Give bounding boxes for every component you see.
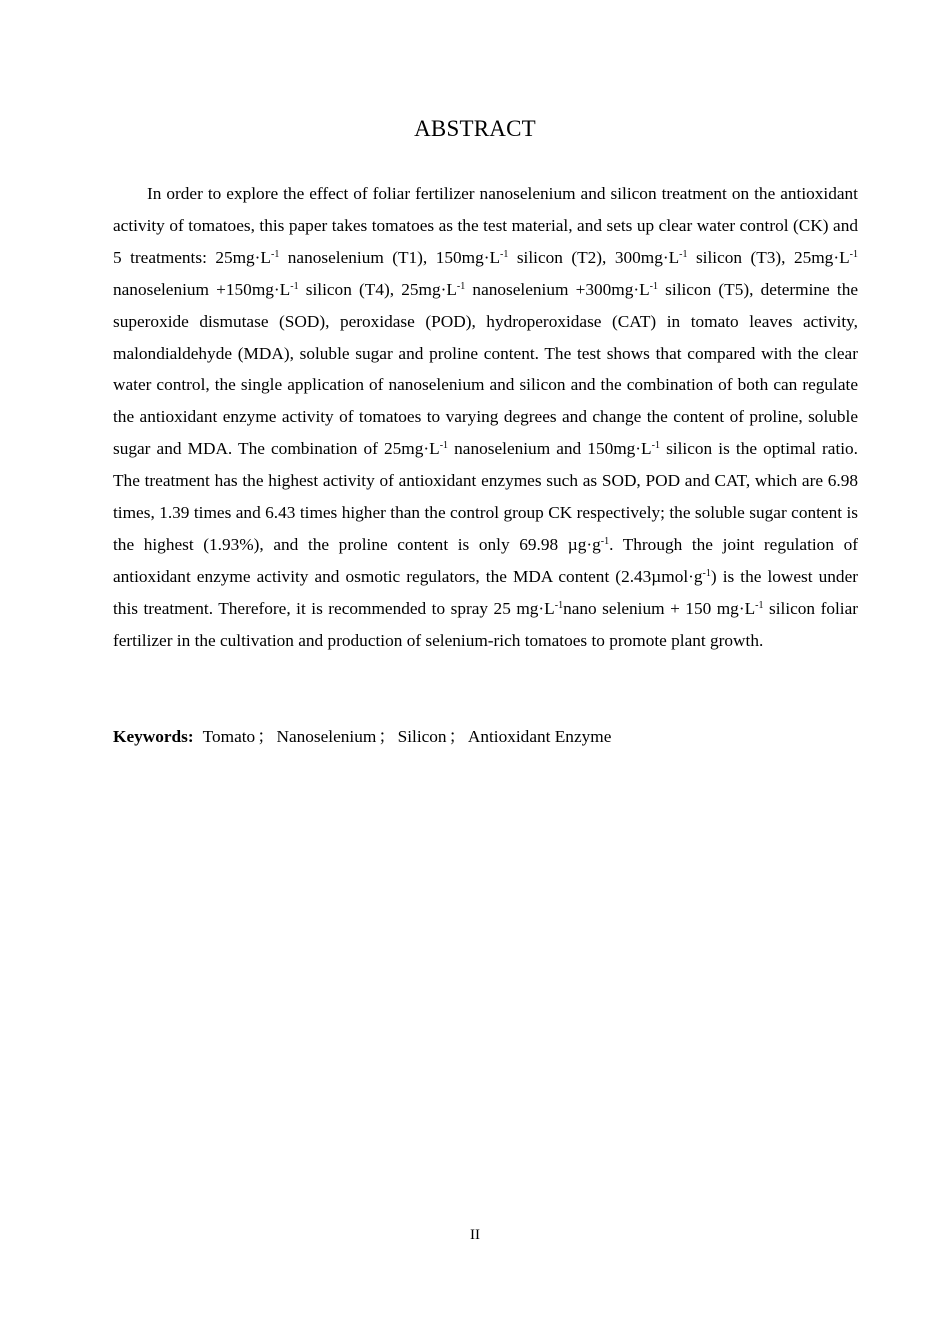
keyword-separator: ； [378, 727, 396, 746]
superscript: -1 [439, 440, 449, 452]
superscript: -1 [651, 440, 660, 452]
keyword-separator: ； [257, 727, 275, 746]
abstract-text: nanoselenium +150mg·L [113, 279, 291, 299]
superscript: -1 [500, 248, 509, 260]
superscript: -1 [456, 280, 466, 292]
abstract-text: silicon (T5), determine the superoxide dismutase (SOD), peroxidase (POD), hydroperoxidase (CAT) in tomato leaves activity, malondialdehyde (MDA), soluble sugar and proline content. The test shows that compared with the clear water control, the single application of nanoselenium and silicon and the combination of both can regulate the antioxidant enzyme activity of tomatoes to varying degrees and change the content of proline, soluble sugar and MDA. The combination of [113, 279, 859, 459]
abstract-text: nanoselenium +300mg·L [465, 279, 650, 299]
keyword: Nanoselenium [276, 727, 377, 746]
abstract-text: 25mg·L [401, 279, 457, 299]
superscript: -1 [679, 248, 688, 260]
abstract-text: nano selenium + 150 mg·L [563, 598, 756, 618]
superscript: -1 [271, 248, 280, 260]
keywords-line [113, 721, 858, 753]
abstract-text: 25mg·L [384, 439, 440, 459]
superscript: -1 [755, 599, 764, 611]
keyword: Antioxidant Enzyme [467, 727, 612, 746]
abstract-text: silicon (T2), [508, 247, 615, 267]
superscript: -1 [554, 599, 564, 611]
keywords-label: Keywords: [113, 727, 194, 746]
superscript: -1 [849, 248, 858, 260]
superscript: -1 [702, 567, 711, 579]
superscript: -1 [290, 280, 299, 292]
abstract-text: 300mg·L [614, 247, 680, 267]
abstract-text: 25mg·L [215, 247, 271, 267]
abstract-text: In order to explore the effect of foliar fertilizer nanoselenium and silicon treatment on the antioxidant activity of tomatoes, this paper takes tomatoes as the test material, and sets up clear water control (CK) and 5 treatments: [113, 184, 858, 267]
abstract-text: silicon is the optimal ratio. The treatment has the highest activity of antioxidant enzymes such as SOD, POD and CAT, which are 6.98 times, 1.39 times and 6.43 times higher than the control group CK respectively; the soluble sugar content is the highest (1.93%), and the proline content is only 69.98 µg·g [113, 439, 859, 554]
abstract-text: ) is the lowest under this treatment. Therefore, it is recommended to spray 25 mg·L [113, 566, 858, 618]
abstract-body [113, 178, 858, 657]
abstract-text: . Through the joint regulation of antioxidant enzyme activity and osmotic regulators, the MDA content (2.43µmol·g [113, 534, 858, 586]
page-number: II [470, 1227, 480, 1243]
abstract-title: ABSTRACT [414, 116, 536, 141]
abstract-text: 150mg·L [435, 247, 501, 267]
superscript: -1 [600, 535, 610, 547]
abstract-paragraph [113, 178, 858, 657]
abstract-text: 25mg·L [793, 247, 850, 267]
abstract-text: silicon (T4), [298, 279, 402, 299]
keyword: Tomato [202, 727, 256, 746]
abstract-text: silicon (T3), [687, 247, 794, 267]
keyword-separator: ； [448, 727, 466, 746]
abstract-text: nanoselenium and 150mg·L [448, 439, 652, 459]
superscript: -1 [649, 280, 658, 292]
abstract-text: silicon foliar fertilizer in the cultivation and production of selenium-rich tomatoes to promote plant growth. [113, 598, 858, 650]
abstract-text: nanoselenium (T1), [279, 247, 436, 267]
keyword: Silicon [397, 727, 447, 746]
